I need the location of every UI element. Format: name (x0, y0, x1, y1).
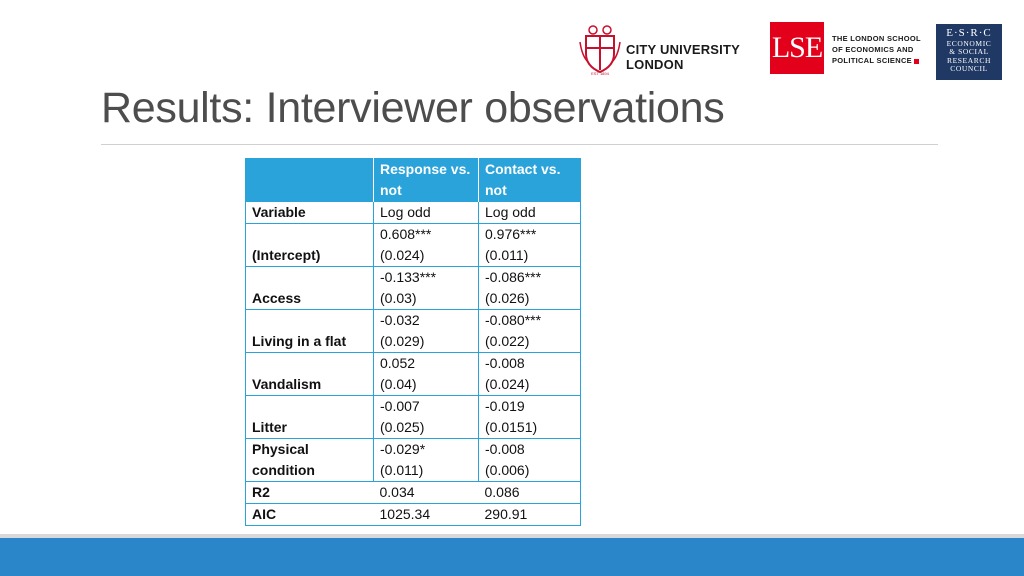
estimate-cell: -0.080*** (479, 310, 581, 332)
fit-value: 290.91 (479, 504, 581, 526)
row-label-line1: Physical (246, 439, 374, 461)
estimate-cell: -0.008 (479, 353, 581, 375)
city-crest-caption: EST 1894 (591, 71, 609, 76)
estimate-cell: -0.007 (374, 396, 479, 418)
fit-value: 1025.34 (374, 504, 479, 526)
table-row-se (246, 460, 581, 482)
fit-value: 0.086 (479, 482, 581, 504)
header-cell-blank (246, 159, 374, 202)
lse-logo-line3: POLITICAL SCIENCE (832, 56, 912, 65)
esrc-logo-lines (936, 40, 1002, 74)
esrc-logo-line2: & SOCIAL (949, 47, 989, 57)
se-cell: (0.03) (374, 288, 479, 310)
lse-mark: LSE (770, 22, 824, 74)
table-row (246, 267, 581, 289)
se-cell: (0.011) (485, 247, 529, 263)
estimate-cell: -0.086*** (479, 267, 581, 289)
fit-value: 0.034 (374, 482, 479, 504)
row-label: Access (246, 267, 374, 310)
estimate-cell: 0.608*** (374, 224, 479, 246)
table-row (246, 439, 581, 461)
city-university-logo (574, 22, 759, 78)
city-crest-icon (578, 22, 622, 76)
table-row (246, 310, 581, 332)
estimate-cell: -0.029* (374, 439, 479, 461)
se-cell: (0.029) (374, 331, 479, 353)
lse-logo-line2: OF ECONOMICS AND (832, 45, 914, 54)
lse-logo-line3-wrap (832, 55, 921, 66)
header-cell-response: Response vs. not (374, 159, 479, 202)
se-cell: (0.026) (485, 290, 530, 306)
estimate-cell: -0.133*** (374, 267, 479, 289)
lse-square-icon (914, 59, 919, 64)
fit-row-r2 (246, 482, 581, 504)
city-logo-line2: LONDON (626, 57, 684, 72)
estimate-cell: -0.019 (479, 396, 581, 418)
se-cell: (0.0151) (485, 419, 538, 435)
subheader-log-odd-2: Log odd (479, 202, 581, 224)
se-cell: (0.011) (374, 460, 479, 482)
se-cell: (0.04) (374, 374, 479, 396)
table-header-row (246, 159, 581, 202)
esrc-logo-line4: COUNCIL (950, 64, 988, 74)
esrc-logo-line3: RESEARCH (947, 55, 991, 65)
header-cell-contact: Contact vs. not (479, 159, 581, 202)
footer-bar (0, 538, 1024, 576)
results-table (245, 158, 581, 526)
row-label-line2: condition (246, 460, 374, 482)
se-cell: (0.022) (485, 333, 530, 349)
city-logo-line1: CITY UNIVERSITY (626, 42, 741, 57)
se-cell: (0.024) (485, 376, 530, 392)
slide-title: Results: Interviewer observations (101, 84, 725, 132)
lse-logo-text (832, 33, 921, 66)
row-label: Vandalism (246, 353, 374, 396)
estimate-cell: 0.052 (374, 353, 479, 375)
table-row (246, 396, 581, 418)
row-label: Living in a flat (246, 310, 374, 353)
table-row (246, 353, 581, 375)
se-cell: (0.006) (485, 462, 530, 478)
fit-row-aic (246, 504, 581, 526)
esrc-logo (936, 24, 1002, 80)
table-subheader-row (246, 202, 581, 224)
se-cell: (0.024) (374, 245, 479, 267)
table-row (246, 224, 581, 246)
lse-logo (770, 22, 930, 74)
fit-label: R2 (246, 482, 374, 504)
estimate-cell: -0.008 (479, 439, 581, 461)
se-cell: (0.025) (374, 417, 479, 439)
row-label: Litter (246, 396, 374, 439)
fit-label: AIC (246, 504, 374, 526)
esrc-logo-top: E·S·R·C (946, 27, 992, 39)
estimate-cell: 0.976*** (479, 224, 581, 246)
city-logo-text (626, 42, 740, 72)
lse-logo-line1: THE LONDON SCHOOL (832, 34, 921, 43)
estimate-cell: -0.032 (374, 310, 479, 332)
row-label: (Intercept) (246, 224, 374, 267)
esrc-logo-line1: ECONOMIC (946, 39, 992, 48)
title-divider (101, 144, 938, 145)
subheader-variable: Variable (246, 202, 374, 224)
subheader-log-odd-1: Log odd (374, 202, 479, 224)
